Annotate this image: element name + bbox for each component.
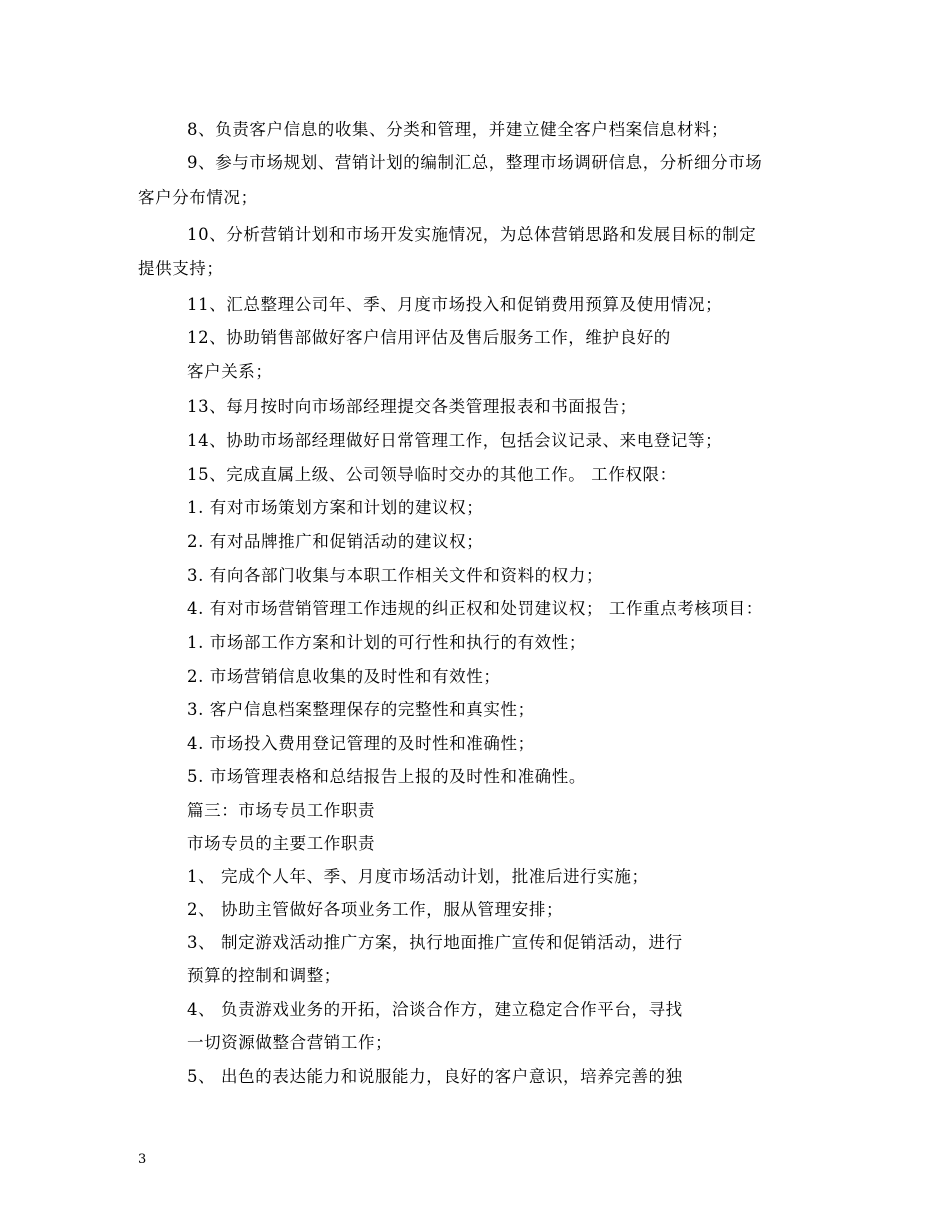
text-line-29: 5、 出色的表达能力和说服能力，良好的客户意识，培养完善的独 bbox=[187, 1067, 683, 1086]
text-line-19: 4. 市场投入费用登记管理的及时性和准确性； bbox=[187, 734, 535, 753]
text-line-24: 2、 协助主管做好各项业务工作，服从管理安排； bbox=[187, 900, 564, 919]
text-line-27: 4、 负责游戏业务的开拓，洽谈合作方，建立稳定合作平台，寻找 bbox=[187, 1000, 683, 1019]
text-line-15: 4. 有对市场营销管理工作违规的纠正权和处罚建议权； 工作重点考核项目： bbox=[187, 599, 763, 618]
text-line-20: 5. 市场管理表格和总结报告上报的及时性和准确性。 bbox=[187, 767, 586, 786]
text-line-25: 3、 制定游戏活动推广方案，执行地面推广宣传和促销活动，进行 bbox=[187, 933, 683, 952]
text-line-1: 8、负责客户信息的收集、分类和管理，并建立健全客户档案信息材料； bbox=[187, 120, 729, 139]
text-line-7: 12、协助销售部做好客户信用评估及售后服务工作，维护良好的 bbox=[187, 328, 671, 347]
text-line-17: 2. 市场营销信息收集的及时性和有效性； bbox=[187, 667, 501, 686]
text-line-23: 1、 完成个人年、季、月度市场活动计划，批准后进行实施； bbox=[187, 867, 649, 886]
text-line-21: 篇三：市场专员工作职责 bbox=[187, 801, 376, 820]
text-line-28: 一切资源做整合营销工作； bbox=[187, 1033, 393, 1052]
text-line-16: 1. 市场部工作方案和计划的可行性和执行的有效性； bbox=[187, 633, 586, 652]
text-line-26: 预算的控制和调整； bbox=[187, 966, 341, 985]
text-line-13: 2. 有对品牌推广和促销活动的建议权； bbox=[187, 532, 484, 551]
text-line-22: 市场专员的主要工作职责 bbox=[187, 834, 376, 853]
text-line-6: 11、汇总整理公司年、季、月度市场投入和促销费用预算及使用情况； bbox=[187, 295, 723, 314]
text-line-3: 客户分布情况； bbox=[138, 188, 258, 207]
page-number: 3 bbox=[138, 1152, 147, 1167]
text-line-8: 客户关系； bbox=[187, 362, 273, 381]
text-line-2: 9、参与市场规划、营销计划的编制汇总，整理市场调研信息，分析细分市场 bbox=[187, 153, 763, 172]
text-line-12: 1. 有对市场策划方案和计划的建议权； bbox=[187, 498, 484, 517]
text-line-11: 15、完成直属上级、公司领导临时交办的其他工作。 工作权限： bbox=[187, 465, 677, 484]
text-line-4: 10、分析营销计划和市场开发实施情况，为总体营销思路和发展目标的制定 bbox=[187, 225, 757, 244]
text-line-9: 13、每月按时向市场部经理提交各类管理报表和书面报告； bbox=[187, 397, 637, 416]
text-line-14: 3. 有向各部门收集与本职工作相关文件和资料的权力； bbox=[187, 566, 604, 585]
text-line-10: 14、协助市场部经理做好日常管理工作，包括会议记录、来电登记等； bbox=[187, 431, 723, 450]
text-line-5: 提供支持； bbox=[138, 259, 224, 278]
text-line-18: 3. 客户信息档案整理保存的完整性和真实性； bbox=[187, 700, 535, 719]
